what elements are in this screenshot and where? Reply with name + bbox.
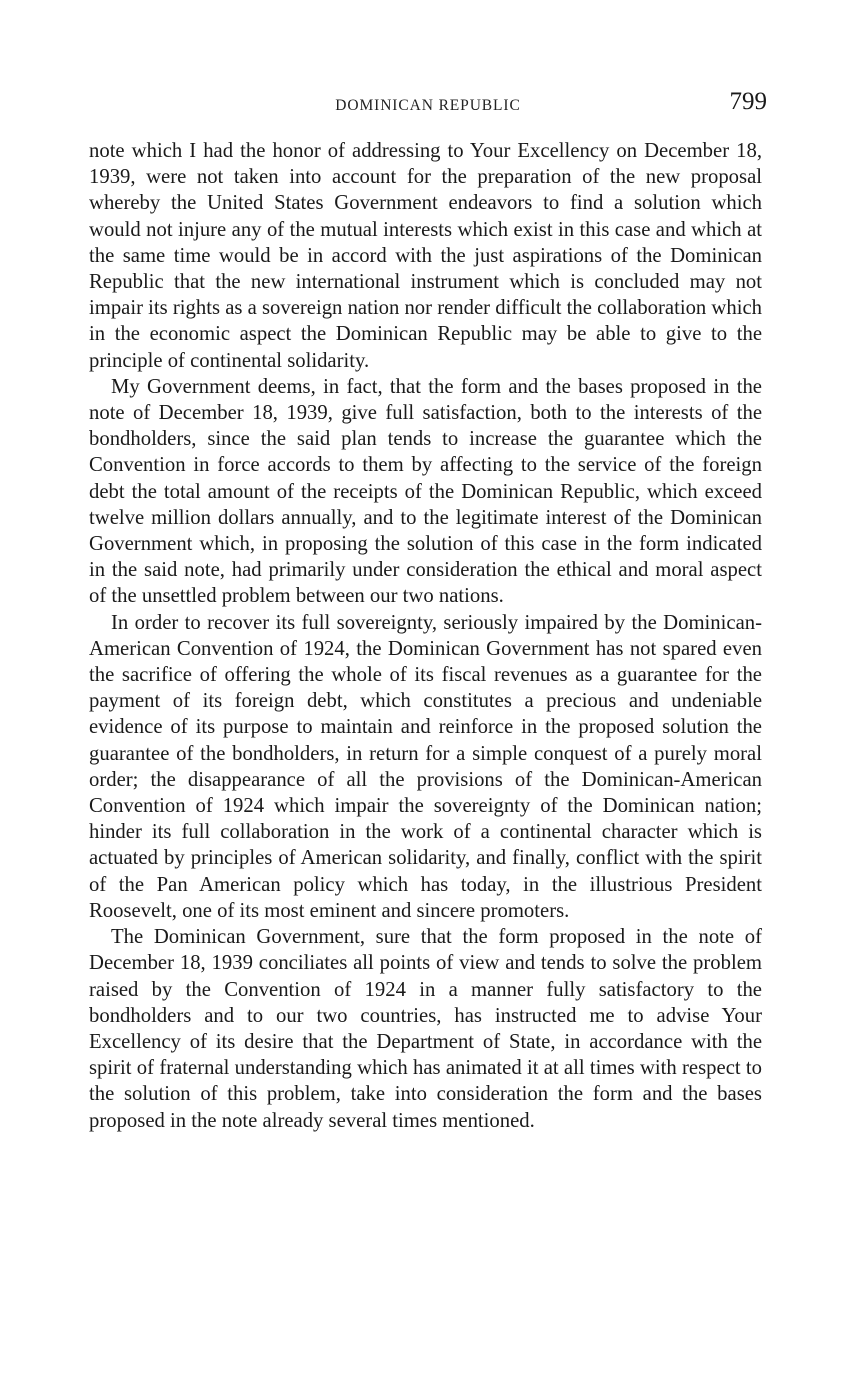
page-number: 799 [729, 88, 767, 115]
header-title: DOMINICAN REPUBLIC [335, 97, 521, 114]
body-text [89, 138, 762, 1134]
paragraph-4: The Dominican Government, sure that the form proposed in the note of December 18, 1939 conciliates all points of view and tends to solve the problem raised by the Convention of 1924 in a manner fully satisfactory to the bondholders and to our two countries, has instructed me to advise Your Excellency of its desire that the Department of State, in accordance with the spirit of fraternal understanding which has animated it at all times with respect to the solution of this problem, take into consideration the form and the bases proposed in the note already several times mentioned. [89, 926, 762, 1132]
paragraph-2: My Government deems, in fact, that the form and the bases proposed in the note of December 18, 1939, give full satisfaction, both to the interests of the bondholders, since the said plan tends to increase the guarantee which the Convention in force accords to them by affecting to the service of the foreign debt the total amount of the receipts of the Dominican Republic, which exceed twelve million dollars annually, and to the legitimate interest of the Dominican Government which, in proposing the solution of this case in the form indicated in the said note, had primarily under consideration the ethical and moral aspect of the unsettled problem between our two nations. [89, 375, 762, 608]
paragraph-1: note which I had the honor of addressing to Your Excellency on December 18, 1939, were not taken into account for the preparation of the new proposal whereby the United States Government endeavors to find a solution which would not injure any of the mutual interests which exist in this case and which at the same time would be in accord with the just aspirations of the Dominican Republic that the new international instrument which is concluded may not impair its rights as a sovereign nation nor render difficult the collaboration which in the economic aspect the Dominican Republic may be able to give to the principle of continental solidarity. [89, 140, 762, 372]
paragraph-3: In order to recover its full sovereignty, seriously impaired by the Dominican-American Convention of 1924, the Dominican Government has not spared even the sacrifice of offering the whole of its fiscal revenues as a guarantee for the payment of its foreign debt, which constitutes a precious and undeniable evidence of its purpose to maintain and reinforce in the proposed solution the guarantee of the bondholders, in return for a simple conquest of a purely moral order; the disappearance of all the provisions of the Dominican-American Convention of 1924 which impair the sovereignty of the Dominican nation; hinder its full collaboration in the work of a continental character which is actuated by principles of American solidarity, and finally, conflict with the spirit of the Pan American policy which has today, in the illustrious President Roosevelt, one of its most eminent and sincere promoters. [89, 611, 762, 922]
running-head [89, 88, 767, 124]
